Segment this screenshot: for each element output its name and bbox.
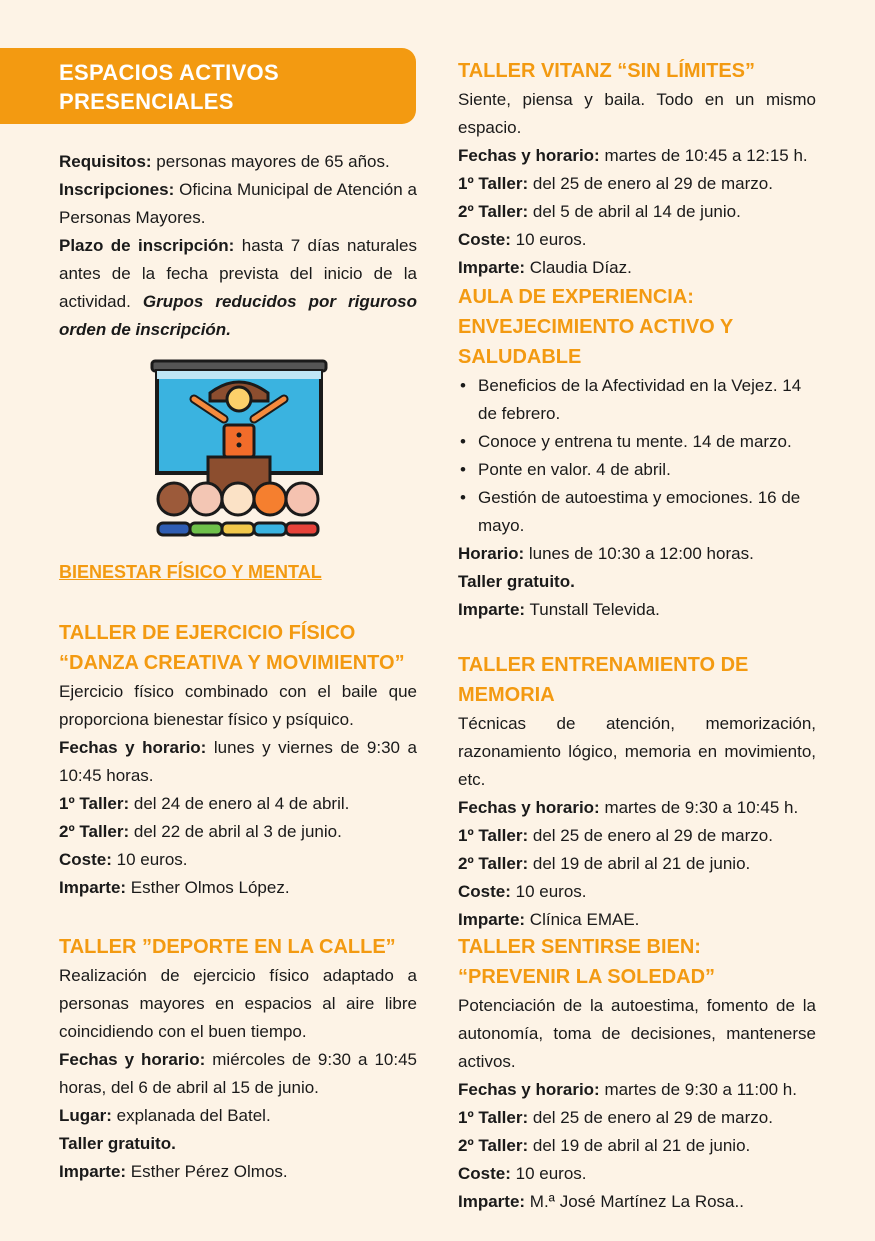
taller-sentirse bbox=[458, 932, 816, 1216]
taller-vitanz-imparte: Imparte: Claudia Díaz. bbox=[458, 258, 632, 277]
aula-gratuito: Taller gratuito. bbox=[458, 572, 575, 591]
aula-horario: Horario: lunes de 10:30 a 12:00 horas. bbox=[458, 544, 754, 563]
plazo-emphasis: Grupos reducidos por riguroso orden de inscripción. bbox=[59, 292, 417, 339]
taller-memoria bbox=[458, 650, 816, 934]
taller-sentirse-title: TALLER SENTIRSE BIEN: “PREVENIR LA SOLEDAD” bbox=[458, 936, 716, 988]
bienestar-heading: BIENESTAR FÍSICO Y MENTAL bbox=[59, 562, 322, 582]
taller-sentirse-coste: Coste: 10 euros. bbox=[458, 1164, 587, 1183]
banner-line-1: ESPACIOS ACTIVOS bbox=[59, 60, 279, 85]
presentation-audience-icon bbox=[148, 357, 330, 541]
taller-vitanz-t2: 2º Taller: del 5 de abril al 14 de junio. bbox=[458, 202, 741, 221]
banner-line-2: PRESENCIALES bbox=[59, 89, 234, 114]
taller-deporte-gratuito: Taller gratuito. bbox=[59, 1134, 176, 1153]
taller-vitanz-fechas: Fechas y horario: martes de 10:45 a 12:15 h. bbox=[458, 146, 808, 165]
aula-experiencia bbox=[458, 282, 816, 624]
aula-imparte: Imparte: Tunstall Televida. bbox=[458, 600, 660, 619]
taller-danza-coste: Coste: 10 euros. bbox=[59, 850, 188, 869]
taller-deporte-desc: Realización de ejercicio físico adaptado a personas mayores en espacios al aire libre coincidiendo con el buen tiempo. bbox=[59, 966, 417, 1041]
taller-sentirse-imparte: Imparte: M.ª José Martínez La Rosa.. bbox=[458, 1192, 744, 1211]
aula-list bbox=[458, 372, 816, 540]
requisitos-line: Requisitos: personas mayores de 65 años. bbox=[59, 152, 390, 171]
taller-danza-t2: 2º Taller: del 22 de abril al 3 de junio. bbox=[59, 822, 342, 841]
taller-deporte bbox=[59, 932, 417, 1186]
taller-vitanz bbox=[458, 56, 816, 282]
taller-deporte-imparte: Imparte: Esther Pérez Olmos. bbox=[59, 1162, 288, 1181]
taller-danza-desc: Ejercicio físico combinado con el baile que proporciona bienestar físico y psíquico. bbox=[59, 682, 417, 729]
taller-memoria-imparte: Imparte: Clínica EMAE. bbox=[458, 910, 640, 929]
list-item: • Conoce y entrena tu mente. 14 de marzo. bbox=[458, 428, 816, 456]
taller-deporte-title: TALLER ”DEPORTE EN LA CALLE” bbox=[59, 936, 396, 958]
taller-sentirse-fechas: Fechas y horario: martes de 9:30 a 11:00 h. bbox=[458, 1080, 797, 1099]
taller-deporte-lugar: Lugar: explanada del Batel. bbox=[59, 1106, 271, 1125]
list-item: • Ponte en valor. 4 de abril. bbox=[458, 456, 816, 484]
taller-danza-imparte: Imparte: Esther Olmos López. bbox=[59, 878, 290, 897]
inscripciones-line: Inscripciones: Oficina Municipal de Atención a Personas Mayores. bbox=[59, 180, 417, 227]
taller-danza-title: TALLER DE EJERCICIO FÍSICO “DANZA CREATIVA Y MOVIMIENTO” bbox=[59, 622, 405, 674]
intro-block bbox=[59, 148, 417, 344]
plazo-line: Plazo de inscripción: hasta 7 días naturales antes de la fecha prevista del inicio de la actividad. Grupos reducidos por riguroso orden de inscripción. bbox=[59, 236, 417, 339]
taller-vitanz-title: TALLER VITANZ “SIN LÍMITES” bbox=[458, 60, 756, 82]
taller-vitanz-coste: Coste: 10 euros. bbox=[458, 230, 587, 249]
taller-memoria-t2: 2º Taller: del 19 de abril al 21 de junio. bbox=[458, 854, 751, 873]
taller-memoria-t1: 1º Taller: del 25 de enero al 29 de marzo. bbox=[458, 826, 773, 845]
taller-danza-t1: 1º Taller: del 24 de enero al 4 de abril. bbox=[59, 794, 350, 813]
list-item: • Gestión de autoestima y emociones. 16 de mayo. bbox=[458, 484, 816, 540]
taller-danza bbox=[59, 618, 417, 902]
list-item: • Beneficios de la Afectividad en la Vejez. 14 de febrero. bbox=[458, 372, 816, 428]
taller-vitanz-t1: 1º Taller: del 25 de enero al 29 de marzo. bbox=[458, 174, 773, 193]
taller-danza-fechas: Fechas y horario: lunes y viernes de 9:30 a 10:45 horas. bbox=[59, 738, 418, 785]
taller-sentirse-desc: Potenciación de la autoestima, fomento de la autonomía, toma de decisiones, mantenerse activos. bbox=[458, 996, 816, 1071]
taller-sentirse-t2: 2º Taller: del 19 de abril al 21 de junio. bbox=[458, 1136, 751, 1155]
taller-memoria-desc: Técnicas de atención, memorización, razonamiento lógico, memoria en movimiento, etc. bbox=[458, 714, 816, 789]
taller-sentirse-t1: 1º Taller: del 25 de enero al 29 de marzo. bbox=[458, 1108, 773, 1127]
taller-memoria-coste: Coste: 10 euros. bbox=[458, 882, 587, 901]
taller-vitanz-desc: Siente, piensa y baila. Todo en un mismo espacio. bbox=[458, 90, 816, 137]
section-banner-title bbox=[59, 58, 409, 116]
aula-title: AULA DE EXPERIENCIA: ENVEJECIMIENTO ACTIVO Y SALUDABLE bbox=[458, 286, 734, 368]
taller-memoria-title: TALLER ENTRENAMIENTO DE MEMORIA bbox=[458, 654, 749, 706]
taller-memoria-fechas: Fechas y horario: martes de 9:30 a 10:45 h. bbox=[458, 798, 799, 817]
taller-deporte-fechas: Fechas y horario: miércoles de 9:30 a 10:45 horas, del 6 de abril al 15 de junio. bbox=[59, 1050, 417, 1097]
